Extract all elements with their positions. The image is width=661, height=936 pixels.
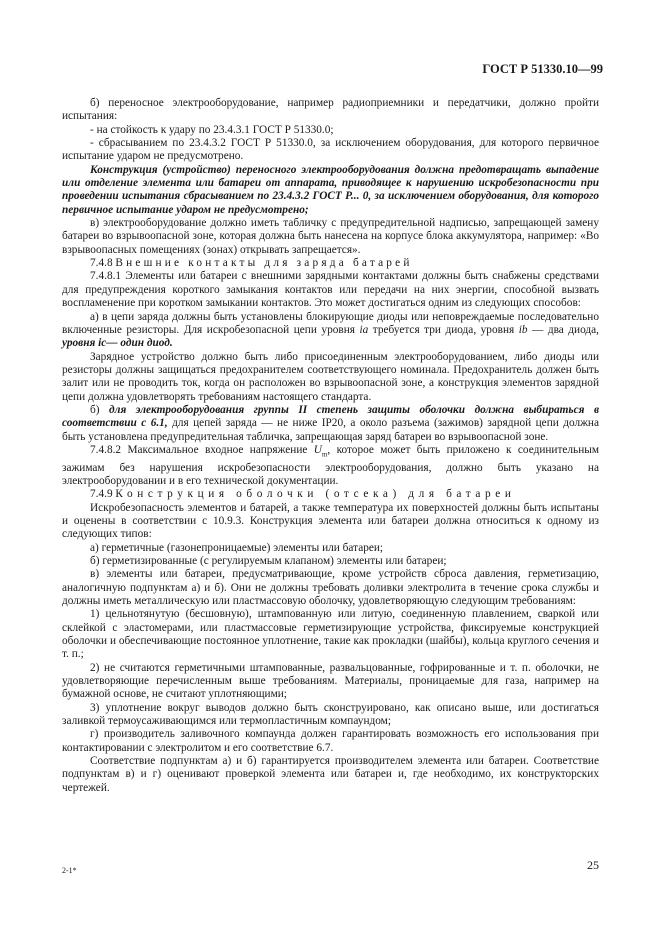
paragraph-design-requirement: Конструкция (устройство) переносного электрооборудования должна предотвращать выпадение или отделение элемента или батареи от аппарата, приводящее к нарушению искробезопасности при проведении испытания сбрасыванием по 23.4.3.2 ГОСТ Р... 0, за исключением оборудования, для которого первичное испытание ударом не предусмотрено; — [62, 163, 599, 216]
text-run: , которое может быть приложено к соединительным зажимам без нарушения искробезопасности электрооборудования, должно быть указано на электрооборудовании и в его технической документации. — [62, 443, 599, 487]
section-heading-7-4-8 — [62, 257, 599, 270]
section-heading-7-4-9 — [62, 488, 599, 501]
signature-mark: 2-1* — [62, 866, 77, 875]
text-run: — два диода, — [527, 323, 600, 336]
text-run: б) — [90, 403, 110, 416]
list-item-b: б) герметизированные (с регулируемым клапаном) элементы или батареи; — [90, 554, 447, 567]
section-number: 7.4.9 — [90, 488, 113, 501]
list-item-g: г) производитель заливочного компаунда должен гарантировать возможность его использования при контактировании с электролитом и его соответствие 6.7. — [62, 728, 599, 754]
text-run: для цепей заряда — не ниже IP20, а около разъема (зажимов) зарядной цепи должна быть установлена предупредительная табличка, запрещающая заряд батареи во взрывоопасной зоне. — [62, 417, 599, 443]
text-run: а) в цепи заряда должны быть установлены блокирующие диоды или неповреждаемые последовательно включенные резисторы. Для искробезопасной цепи уровня — [62, 310, 599, 336]
paragraph-portable-equipment: б) переносное электрооборудование, например радиоприемники и передатчики, должно пройти испытания: — [62, 97, 599, 123]
paragraph-compliance: Соответствие подпунктам а) и б) гарантируется производителем элемента или батареи. Соответствие подпунктам в) и г) оценивают проверкой элемента или батареи и, где необходимо, их конструкторских чертежей. — [62, 755, 599, 794]
paragraph-charging-circuit — [62, 311, 599, 351]
list-item-2: 2) не считаются герметичными штампованные, развальцованные, гофрированные и т. п. оболочки, не удовлетворяющие перечисленным выше требованиям. Материалы, проницаемые для газа, например на бумажной основе, не считают уплотняющими; — [62, 661, 599, 701]
list-item-drop-test: - сбрасыванием по 23.4.3.2 ГОСТ Р 51330.0, за исключением оборудования, для которого первичное испытание ударом не предусмотрено. — [62, 137, 599, 163]
list-item-a: а) герметичные (газонепроницаемые) элементы или батареи; — [90, 541, 384, 554]
text-run: 7.4.8.2 Максимальное входное напряжение — [90, 443, 314, 456]
paragraph-warning-label: в) электрооборудование должно иметь табличку с предупредительной надписью, запрещающей замену батареи во взрывоопасной зоне, которая должна быть нанесена на корпусе блока аккумулятора, например: «Во взрывоопасных помещениях (зонах) открывать запрещается». — [62, 217, 599, 256]
level-ic: уровня ic— один диод. — [62, 337, 173, 350]
symbol-u: U — [313, 443, 322, 456]
level-ia: ia — [359, 323, 369, 336]
page-number: 25 — [587, 858, 599, 872]
document-body — [62, 97, 599, 795]
list-item-impact-test: - на стойкость к удару по 23.4.3.1 ГОСТ Р 51330.0; — [90, 123, 334, 136]
list-item-v: в) элементы или батареи, предусматривающие, кроме устройств сброса давления, герметизацию, аналогичную подпунктам а) и б). Они не должны требовать доливки электролита в течение срока службы и должны иметь металлическую или пластмассовую оболочку, удовлетворяющую следующим требованиям: — [62, 568, 599, 607]
paragraph-group-ii — [62, 404, 599, 444]
paragraph-cell-safety: Искробезопасность элементов и батарей, а также температура их поверхностей должны быть испытаны и оценены в соответствии с 10.9.3. Конструкция элемента или батареи должна относиться к одному из следующих типов: — [62, 501, 599, 541]
document-header: ГОСТ Р 51330.10—99 — [482, 62, 603, 76]
emphasis-run: для электрооборудования группы II степень защиты оболочки должна выбираться в соответствии с 6.1, — [62, 403, 600, 430]
paragraph-charger: Зарядное устройство должно быть либо присоединенным электрооборудованием, либо диоды или резисторы должны защищаться предохранителем соответствующего номинала. Предохранитель должен быть залит или не проводить ток, когда он расположен во взрывоопасной зоне, а конструкция элементов зарядной цепи должна удовлетворять требованиям настоящего стандарта. — [62, 350, 599, 403]
section-title: Внешние контакты для заряда батарей — [115, 257, 413, 270]
level-ib: ib — [518, 323, 528, 336]
text-run: требуется три диода, уровня — [368, 323, 519, 336]
section-number: 7.4.8 — [90, 257, 113, 270]
symbol-subscript: m — [321, 450, 328, 459]
section-title: Конструкция оболочки (отсека) для батареи — [115, 488, 516, 501]
paragraph-7-4-8-2 — [62, 444, 599, 488]
list-item-3: 3) уплотнение вокруг выводов должно быть сконструировано, как описано выше, или достигаться заливкой термоусаживающимся или термопластичным компаундом; — [62, 701, 599, 728]
list-item-1: 1) цельнотянутую (бесшовную), штампованную или литую, соединенную плавлением, сваркой или склейкой с эластомерами, или пластмассовые герметизирующие устройства, фиксируемые конструкцией оболочки и обеспечивающие постоянное уплотнение, такие как прокладки (шайбы), кольца круглого сечения и т. п.; — [62, 608, 599, 661]
paragraph-7-4-8-1: 7.4.8.1 Элементы или батареи с внешними зарядными контактами должны быть снабжены средствами для предупреждения короткого замыкания контактов или передачи на них энергии, способной вызвать воспламенение при коротком замыкании контактов. Это может достигаться одним из следующих способов: — [62, 270, 599, 310]
